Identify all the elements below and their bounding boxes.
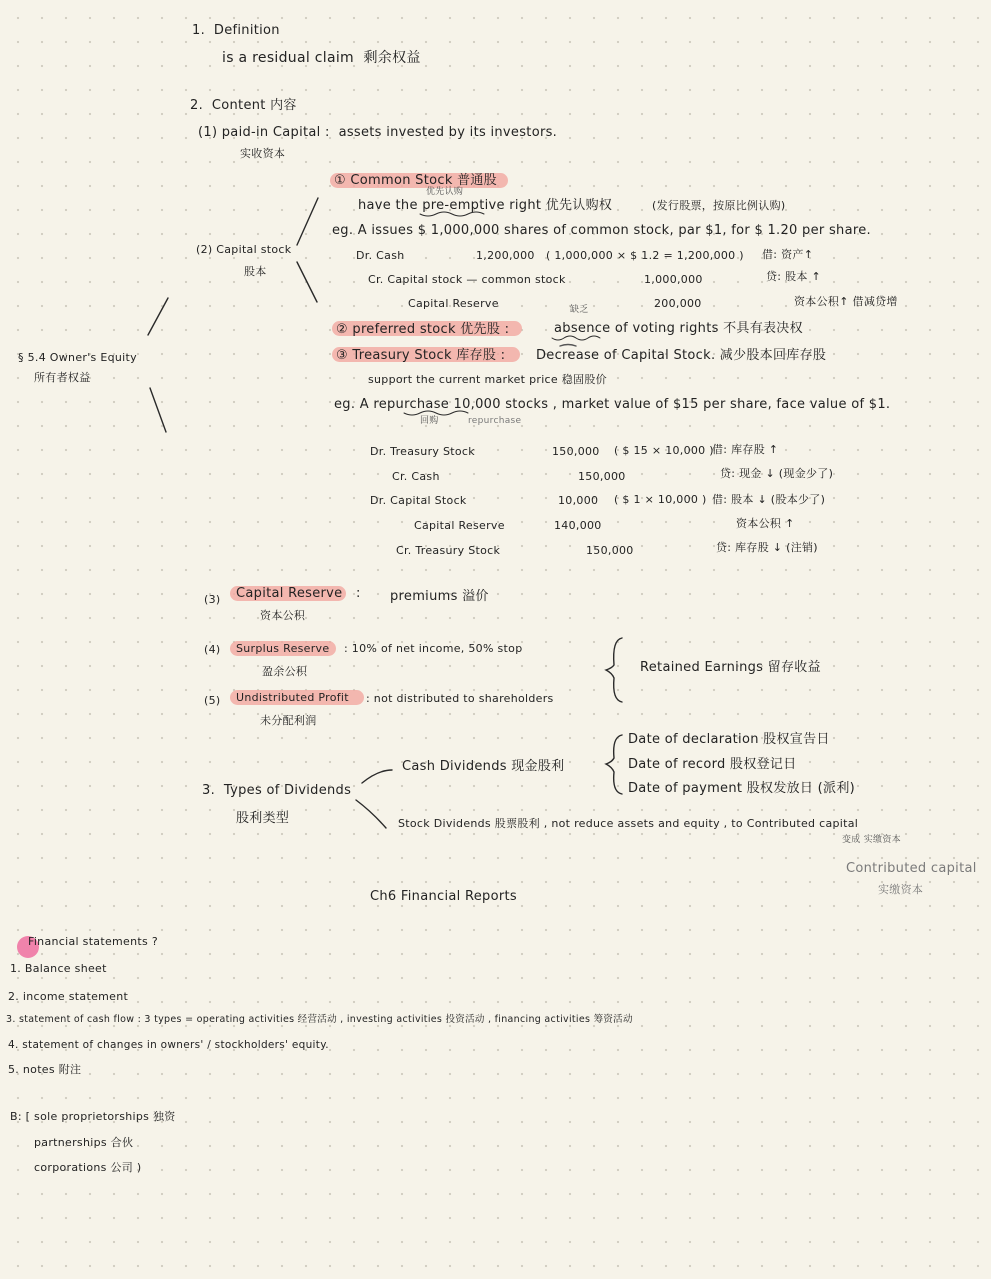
eg1-credit2-amount: 200,000: [654, 297, 702, 310]
stock-dividends-cn: 变成 实缴资本: [842, 835, 901, 845]
capital-reserve-text: premiums 溢价: [390, 589, 489, 604]
squiggle-underline: [552, 336, 600, 340]
retained-earnings-brace: [606, 638, 622, 702]
financial-statements-title: Financial statements ?: [28, 935, 158, 948]
example-1: eg. A issues $ 1,000,000 shares of common stock, par $1, for $ 1.20 per share.: [332, 223, 871, 238]
content-heading: 2. Content 内容: [190, 98, 297, 113]
capital-reserve-num: (3): [204, 593, 221, 606]
eg2-line1-note: 借: 库存股 ↑: [712, 443, 779, 456]
surplus-reserve-title: Surplus Reserve: [236, 642, 330, 655]
eg2-line3-label: Dr. Capital Stock: [370, 494, 467, 507]
common-stock-paren: (发行股票，按原比例认购): [652, 199, 786, 212]
capital-reserve-title: Capital Reserve: [236, 586, 343, 601]
common-stock-small-note: 优先认购: [426, 187, 464, 197]
definition-heading: 1. Definition: [192, 23, 280, 38]
example-2: eg. A repurchase 10,000 stocks , market value of $15 per share, face value of $1.: [334, 397, 891, 412]
preferred-stock-title: ② preferred stock 优先股 :: [336, 322, 510, 337]
business-forms-line3: corporations 公司 ): [34, 1161, 142, 1174]
eg1-credit-amount: 1,000,000: [644, 273, 703, 286]
eg1-credit-label: Cr. Capital stock — common stock: [368, 273, 566, 286]
fs-item-3: 3. statement of cash flow : 3 types = operating activities 经营活动 , investing activities 投资活动 , financing activities 筹资活动: [6, 1014, 633, 1025]
stock-dividend-line: [356, 800, 386, 828]
eg2-line4-label: Capital Reserve: [414, 519, 505, 532]
surplus-reserve-cn: 盈余公积: [262, 665, 308, 678]
eg2-line1-calc: ( $ 15 × 10,000 ): [614, 444, 714, 457]
squiggle-mark: [560, 345, 576, 347]
capital-stock-label: (2) Capital stock: [196, 243, 292, 256]
eg2-small: repurchase: [468, 416, 522, 426]
paid-in-capital-cn: 实收资本: [240, 147, 286, 160]
eg2-line4-amount: 140,000: [554, 519, 602, 532]
eg2-line1-amount: 150,000: [552, 445, 600, 458]
preferred-stock-desc: absence of voting rights 不具有表决权: [554, 321, 803, 336]
contributed-capital-label: Contributed capital: [846, 861, 977, 876]
business-forms-line1: B: [ sole proprietorships 独资: [10, 1110, 176, 1123]
fs-item-4: 4. statement of changes in owners' / stockholders' equity.: [8, 1039, 329, 1051]
cash-dividends: Cash Dividends 现金股利: [402, 759, 565, 774]
contributed-capital-cn: 实缴资本: [878, 883, 924, 896]
dividends-heading-cn: 股利类型: [236, 811, 290, 826]
eg1-debit-label: Dr. Cash: [356, 249, 405, 262]
eg1-credit2-note: 资本公积↑ 借减贷增: [794, 295, 898, 308]
capital-reserve-colon: :: [356, 586, 361, 601]
treasury-stock-title: ③ Treasury Stock 库存股 :: [336, 348, 506, 363]
undistributed-profit-text: : not distributed to shareholders: [366, 692, 554, 705]
fs-item-2: 2. income statement: [8, 990, 129, 1003]
capital-stock-cn: 股本: [244, 265, 267, 278]
connector-line: [297, 198, 318, 245]
paid-in-capital-line: (1) paid-in Capital : assets invested by its investors.: [198, 125, 558, 140]
surplus-reserve-text: : 10% of net income, 50% stop: [344, 642, 523, 655]
common-stock-title: ① Common Stock 普通股: [334, 173, 497, 188]
eg2-line5-note: 贷: 库存股 ↓ (注销): [716, 541, 818, 554]
eg2-line4-note: 资本公积 ↑: [736, 517, 795, 530]
dividends-heading: 3. Types of Dividends: [202, 783, 352, 798]
date-of-declaration: Date of declaration 股权宣告日: [628, 732, 830, 747]
undistributed-profit-num: (5): [204, 694, 221, 707]
date-of-payment: Date of payment 股权发放日 (派利): [628, 781, 855, 796]
undistributed-profit-title: Undistributed Profit: [236, 691, 349, 704]
connector-line: [150, 388, 166, 432]
date-of-record: Date of record 股权登记日: [628, 757, 797, 772]
stock-dividends: Stock Dividends 股票股利 , not reduce assets and equity , to Contributed capital: [398, 817, 859, 830]
fs-item-5: 5. notes 附注: [8, 1063, 82, 1076]
capital-reserve-cn: 资本公积: [260, 609, 306, 622]
eg2-line5-label: Cr. Treasury Stock: [396, 544, 501, 557]
eg2-line3-amount: 10,000: [558, 494, 599, 507]
treasury-stock-desc: Decrease of Capital Stock. 减少股本回库存股: [536, 348, 827, 363]
eg1-credit-note: 贷: 股本 ↑: [766, 270, 822, 283]
retained-earnings-label: Retained Earnings 留存收益: [640, 660, 821, 675]
eg2-line3-note: 借: 股本 ↓ (股本少了): [712, 493, 826, 506]
eg2-line2-amount: 150,000: [578, 470, 626, 483]
eg2-line2-note: 贷: 现金 ↓ (现金少了): [720, 467, 834, 480]
eg2-line3-calc: ( $ 1 × 10,000 ): [614, 493, 707, 506]
connector-line: [148, 298, 168, 335]
eg1-debit-amount: 1,200,000: [476, 249, 535, 262]
treasury-stock-desc2: support the current market price 稳固股价: [368, 373, 607, 386]
fs-item-1: 1. Balance sheet: [10, 962, 107, 975]
common-stock-desc: have the pre-emptive right 优先认购权: [358, 198, 613, 213]
section-owners-equity: § 5.4 Owner's Equity: [18, 351, 137, 364]
business-forms-line2: partnerships 合伙: [34, 1136, 134, 1149]
section-owners-equity-cn: 所有者权益: [34, 371, 91, 384]
cash-dividend-line: [362, 770, 392, 783]
eg1-debit-calc: ( 1,000,000 × $ 1.2 = 1,200,000 ): [546, 249, 744, 262]
preferred-stock-small-note: 缺乏: [570, 305, 589, 315]
eg2-line5-amount: 150,000: [586, 544, 634, 557]
dividend-dates-brace: [606, 735, 622, 794]
eg1-debit-note: 借: 资产↑: [762, 248, 814, 261]
undistributed-profit-cn: 未分配利润: [260, 714, 317, 727]
eg2-line1-label: Dr. Treasury Stock: [370, 445, 475, 458]
chapter-6-heading: Ch6 Financial Reports: [370, 889, 517, 904]
eg1-credit2-label: Capital Reserve: [408, 297, 499, 310]
eg2-cn: 回购: [420, 416, 439, 426]
eg2-line2-label: Cr. Cash: [392, 470, 440, 483]
definition-body: is a residual claim 剩余权益: [222, 50, 421, 66]
surplus-reserve-num: (4): [204, 643, 221, 656]
connector-line: [297, 262, 317, 302]
